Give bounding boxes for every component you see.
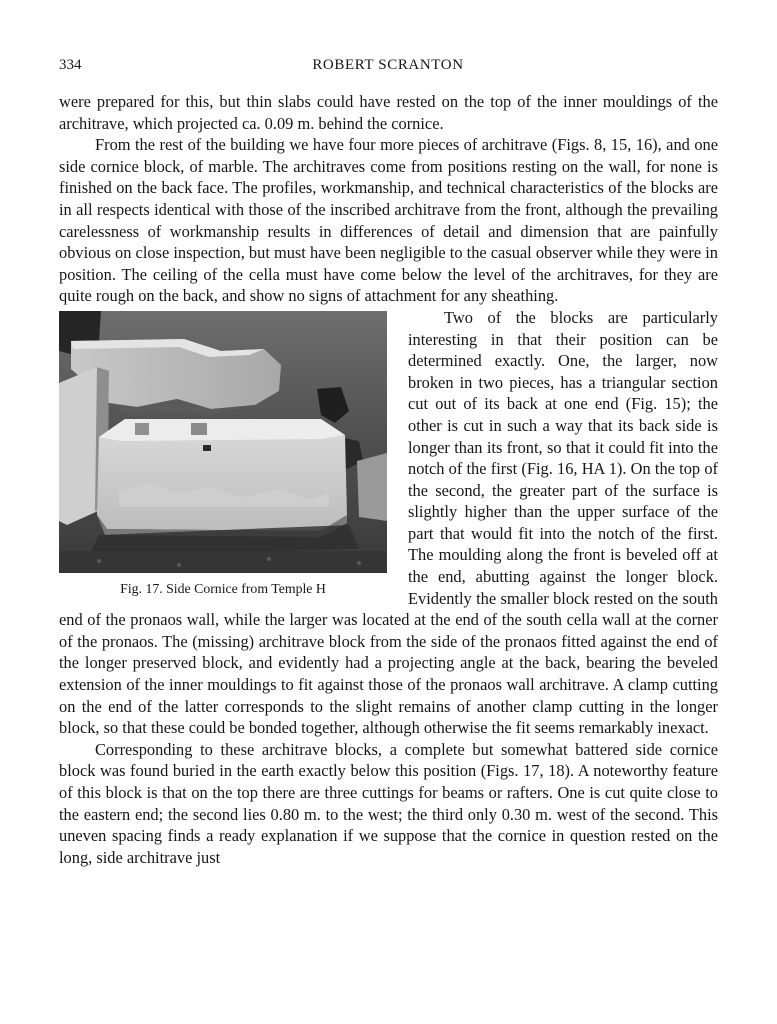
paragraph-3: Two of the blocks are particularly interesting in that their position can be determined exactly. One, the larger, now broken in two pieces, has a triangular section cut out of its back at one end (Fig. 15); the other is cut in such a way that its back side is longer than its front, so that it could fit into the notch of the first (Fig. 16, HA 1). On the top of the second, the greater part of the surface is slightly higher than the upper surface of the part that would fit into the notch of the first. The moulding along the front is beveled off at the end, abutting against the longer block. Evidently the smaller block rested on the south end of the pronaos wall, while the larger was located at the end of the south cella wall at the corner of the pronaos. The (missing) architrave block from the side of the pronaos fitted against the end of the longer preserved block, and evidently had a projecting angle at the back, bearing the beveled extension of the inner mouldings to fit against those of the pronaos wall architrave. A clamp cutting on the end of the latter corresponds to the slight remains of another clamp cutting in the longer block, so that these could be bonded together, although otherwise the fit seems remarkably inexact.: [59, 307, 718, 738]
page-number: 334: [59, 57, 82, 73]
paragraph-2: From the rest of the building we have four more pieces of architrave (Figs. 8, 15, 16), and one side cornice block, of marble. The architraves come from positions resting on the wall, for none is finished on the back face. The profiles, workmanship, and technical characteristics of the blocks are in all respects identical with those of the inscribed architrave from the front, although the prevailing carelessness of workmanship results in differences of detail and dimension that are painfully obvious on close inspection, but must have been negligible to the casual observer while they were in position. The ceiling of the cella must have come below the level of the architraves, for they are quite rough on the back, and show no signs of attachment for any sheathing.: [59, 135, 718, 306]
figure-17: [59, 311, 397, 599]
page-header: [59, 57, 717, 79]
body-text: [59, 91, 718, 868]
cornice-block-photo: [59, 311, 387, 573]
figure-caption: Fig. 17. Side Cornice from Temple H: [120, 580, 326, 596]
running-title: ROBERT SCRANTON: [312, 57, 464, 73]
paragraph-4: Corresponding to these architrave blocks, a complete but somewhat battered side cornice block was found buried in the earth exactly below this position (Figs. 17, 18). A noteworthy feature of this block is that on the top there are three cuttings for beams or rafters. One is cut quite close to the eastern end; the second lies 0.80 m. to the west; the third only 0.30 m. west of the second. This uneven spacing finds a ready explanation if we suppose that the cornice in question rested on the long, side architrave just: [59, 739, 718, 867]
paragraph-1: were prepared for this, but thin slabs could have rested on the top of the inner mouldings of the architrave, which projected ca. 0.09 m. behind the cornice.: [59, 92, 718, 133]
